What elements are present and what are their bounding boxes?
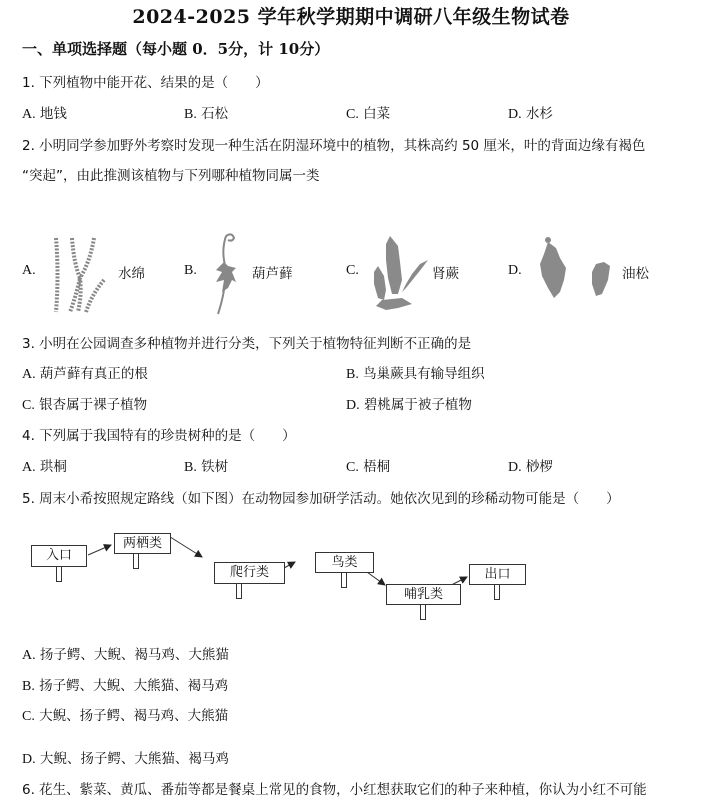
sign-post [133, 553, 139, 569]
option-label: B. [22, 679, 35, 694]
option-label: B. [184, 107, 197, 122]
question-2-text-line1: 2. 小明同学参加野外考察时发现一种生活在阴湿环境中的植物，其株高约 50 厘米，叶的背面边缘有褐色 [22, 138, 646, 154]
option-text: 梧桐 [363, 459, 391, 475]
q5-option-c[interactable] [22, 704, 228, 725]
option-text: 大鲵、扬子鳄、大熊猫、褐马鸡 [39, 751, 229, 767]
exam-title: 2024-2025 学年秋学期期中调研八年级生物试卷 [132, 6, 570, 28]
option-text: 扬子鳄、大鲵、褐马鸡、大熊猫 [39, 647, 229, 663]
option-label: C. [346, 263, 359, 278]
question-4-text: 4. 下列属于我国特有的珍贵树种的是（ ） [22, 428, 296, 444]
route-node-birds: 鸟类 [315, 552, 374, 573]
question-5-text: 5. 周末小希按照规定路线（如下图）在动物园参加研学活动。她依次见到的珍稀动物可能是（ ） [22, 491, 620, 507]
q5-option-a[interactable] [22, 643, 229, 664]
option-label: A. [22, 648, 36, 663]
sign-post [341, 572, 347, 588]
option-text: 鸟巢蕨具有输导组织 [363, 366, 485, 382]
route-node-mammals: 哺乳类 [386, 584, 461, 605]
option-label: B. [346, 367, 359, 382]
option-label: D. [346, 398, 360, 413]
option-text: 葫芦藓有真正的根 [39, 366, 148, 382]
sign-post [56, 566, 62, 582]
option-label: B. [184, 460, 197, 475]
route-node-entrance: 入口 [31, 545, 87, 567]
option-label: D. [508, 107, 522, 122]
sign-post [236, 583, 242, 599]
option-label: D. [508, 263, 522, 278]
option-text: 扬子鳄、大鲵、大熊猫、褐马鸡 [39, 678, 229, 694]
option-label: D. [508, 460, 522, 475]
question-3-text: 3. 小明在公园调查多种植物并进行分类，下列关于植物特征判断不正确的是 [22, 336, 472, 352]
q5-option-b[interactable] [22, 674, 228, 695]
option-label: A. [22, 263, 36, 278]
option-text: 地钱 [39, 106, 67, 122]
option-text: 大鲵、扬子鳄、褐马鸡、大熊猫 [39, 708, 229, 724]
question-6-text: 6. 花生、紫菜、黄瓜、番茄等都是餐桌上常见的食物，小红想获取它们的种子来种植，你认为小红不可能 [22, 782, 647, 798]
option-label: C. [346, 460, 359, 475]
option-text: 银杏属于裸子植物 [39, 397, 148, 413]
q2-option-c-text: 肾蕨 [432, 266, 459, 282]
option-text: 桫椤 [525, 459, 553, 475]
sign-post [420, 604, 426, 620]
q5-option-d[interactable] [22, 747, 229, 768]
option-text: 珙桐 [39, 459, 67, 475]
q2-option-b-text: 葫芦藓 [252, 266, 293, 282]
question-2-text-line2: “突起”，由此推测该植物与下列哪种植物同属一类 [22, 168, 320, 184]
option-label: C. [22, 398, 35, 413]
route-node-exit: 出口 [469, 564, 526, 585]
option-label: B. [184, 263, 197, 278]
option-label: A. [22, 367, 36, 382]
section-heading: 一、单项选择题（每小题 0．5分，计 10分） [22, 40, 330, 58]
option-label: C. [346, 107, 359, 122]
option-label: A. [22, 107, 36, 122]
route-node-amphibians: 两栖类 [114, 533, 171, 554]
option-text: 碧桃属于被子植物 [363, 397, 472, 413]
q2-option-a-text: 水绵 [118, 266, 145, 282]
sign-post [494, 584, 500, 600]
q2-option-d-text: 油松 [622, 266, 649, 282]
option-label: D. [22, 752, 36, 767]
option-text: 石松 [201, 106, 229, 122]
option-text: 白菜 [363, 106, 391, 122]
route-node-reptiles: 爬行类 [214, 562, 285, 584]
question-1-text: 1. 下列植物中能开花、结果的是（ ） [22, 75, 269, 91]
option-label: A. [22, 460, 36, 475]
option-text: 水杉 [525, 106, 553, 122]
option-text: 铁树 [201, 459, 229, 475]
option-label: C. [22, 709, 35, 724]
